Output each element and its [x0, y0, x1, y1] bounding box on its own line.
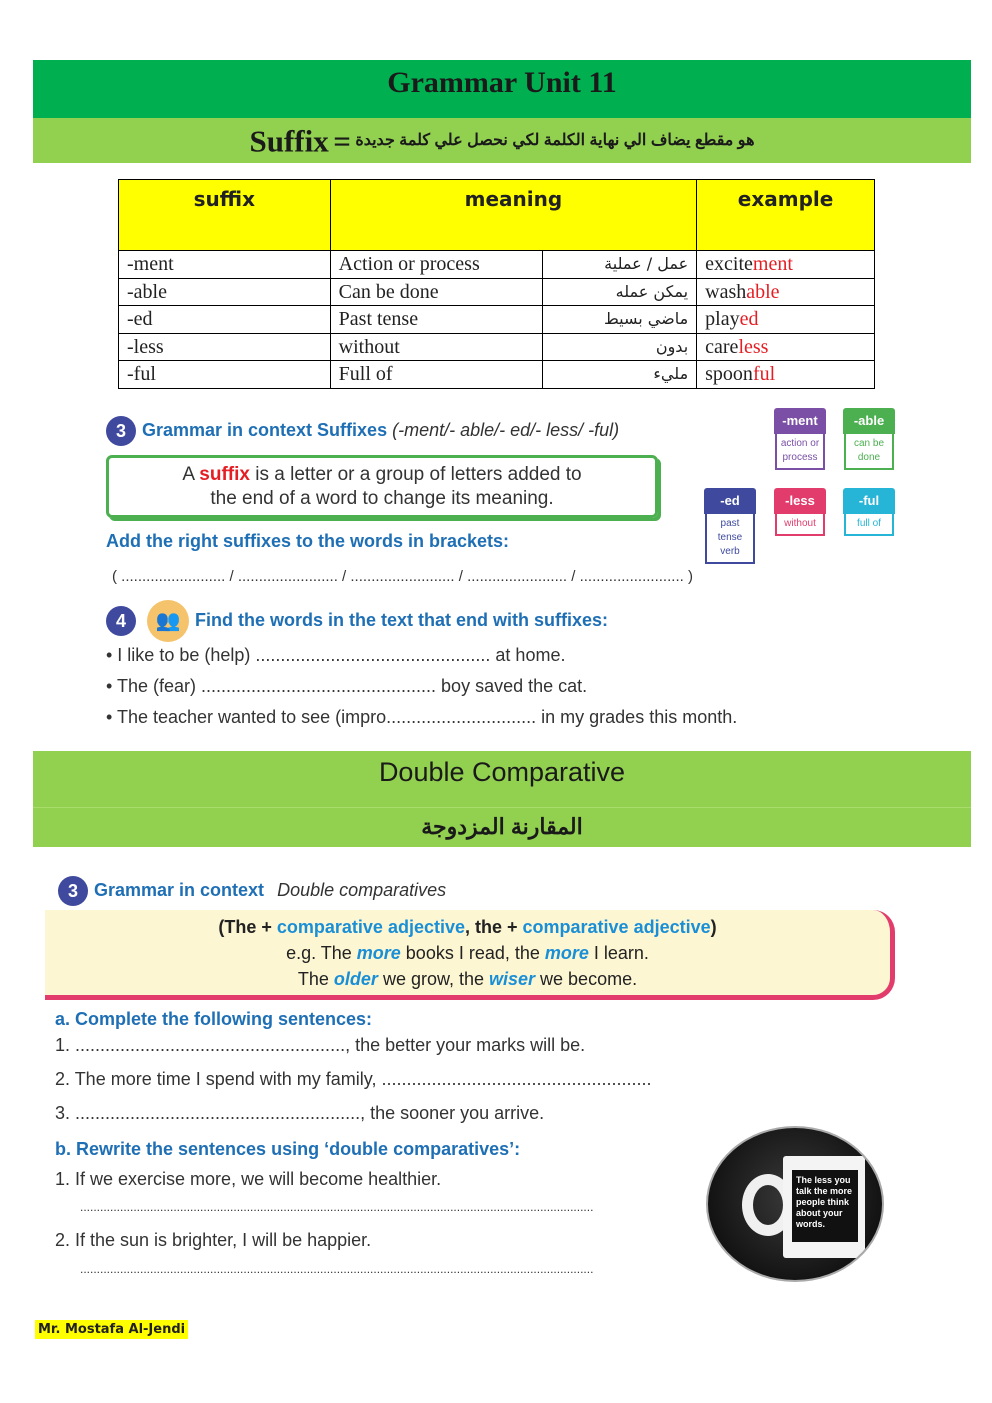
example-base: wash [705, 280, 747, 303]
header-meaning: meaning [330, 180, 696, 251]
cell-example [697, 306, 875, 334]
dc-a-line-1[interactable]: 1. ......................................................, the better your marks will be. [55, 1035, 586, 1055]
dc-a-line-3[interactable]: 3. ........................................................., the sooner you arrive. [55, 1103, 545, 1123]
example-base: excite [705, 253, 753, 276]
dc-example-2: The older we grow, the wiser we become. [297, 969, 638, 989]
table-row [119, 361, 875, 389]
dc-head: Grammar in context [94, 879, 265, 900]
dc-example-1: e.g. The more books I read, the more I learn. [286, 943, 649, 963]
brackets-blank[interactable]: ( ......................... / ........................ / ......................... / ........................ / ......................... ) [112, 568, 693, 585]
sec3-title: Grammar in context Suffixes [142, 419, 388, 440]
tag-able: -able [843, 408, 895, 434]
dc-b-answer-1[interactable]: .......................................................................................................................................................... [80, 1200, 594, 1214]
card-ed: past tense verb [705, 514, 755, 564]
cell-suffix: -less [119, 333, 331, 361]
dc-rule-box [45, 910, 895, 1000]
dc-title: Double Comparative [378, 757, 626, 787]
dc-number-icon: 3 [58, 876, 88, 906]
tag-ful: -ful [843, 488, 895, 514]
pair-work-icon: 👥 [147, 600, 189, 642]
suffix-def-arabic: هو مقطع يضاف الي نهاية الكلمة لكي نحصل علي كلمة جديدة [355, 132, 755, 149]
dc-head-italic: Double comparatives [277, 879, 447, 900]
sec4-line-3[interactable]: • The teacher wanted to see (impro.............................. in my grades this month. [106, 707, 738, 727]
tag-ment: -ment [774, 408, 826, 434]
card-ment: action or process [775, 434, 825, 470]
page-title: Grammar Unit 11 [387, 66, 617, 99]
example-suffix: ment [752, 253, 793, 276]
cell-suffix: -ful [119, 361, 331, 389]
card-able: can be done [844, 434, 894, 470]
dc-title-band [33, 751, 971, 807]
cell-meaning-en: Past tense [330, 306, 543, 334]
dc-b-title: b. Rewrite the sentences using ‘double comparatives’: [55, 1139, 521, 1159]
table-row [119, 278, 875, 306]
card-ful: full of [844, 514, 894, 536]
cell-example [697, 278, 875, 306]
sec3-number-icon: 3 [106, 416, 136, 446]
table-row [119, 306, 875, 334]
example-base: spoon [705, 363, 753, 386]
mug-quote: The less you talk the more people think about your words. [792, 1170, 858, 1242]
cell-meaning-ar: بدون [543, 333, 697, 361]
cell-meaning-en: Action or process [330, 251, 543, 279]
example-suffix: less [738, 335, 769, 358]
cell-suffix: -ed [119, 306, 331, 334]
title-band [33, 60, 971, 118]
cell-suffix: -able [119, 278, 331, 306]
dc-b-line-1: 1. If we exercise more, we will become healthier. [55, 1169, 442, 1189]
cell-example [697, 251, 875, 279]
sec4-heading [106, 600, 608, 642]
dc-arabic-band [33, 807, 971, 847]
sec3-instruction: Add the right suffixes to the words in brackets: [106, 531, 510, 551]
card-less: without [775, 514, 825, 536]
example-base: play [705, 308, 740, 331]
cell-meaning-en: without [330, 333, 543, 361]
author-footer: Mr. Mostafa Al-Jendi [35, 1320, 188, 1339]
tag-ed: -ed [704, 488, 756, 514]
cell-example [697, 333, 875, 361]
header-example: example [697, 180, 875, 251]
callout-keyword: suffix [199, 464, 250, 485]
cell-suffix: -ment [119, 251, 331, 279]
suffix-def-eq: = [333, 123, 351, 159]
cell-meaning-en: Can be done [330, 278, 543, 306]
example-base: care [705, 335, 739, 358]
sec4-number-icon: 4 [106, 606, 136, 636]
cell-meaning-ar: ماضي بسيط [543, 306, 697, 334]
sec4-line-1[interactable]: • I like to be (help) ............................................... at home. [106, 645, 566, 665]
cell-meaning-ar: عمل / عملية [543, 251, 697, 279]
header-suffix: suffix [119, 180, 331, 251]
example-suffix: able [746, 280, 780, 303]
callout-text-d: the end of a word to change its meaning. [210, 488, 554, 509]
dc-heading [58, 876, 446, 906]
table-row [119, 251, 875, 279]
callout-text-a: A [182, 464, 200, 485]
sec4-title: Find the words in the text that end with suffixes: [195, 609, 609, 630]
suffix-callout [106, 455, 658, 518]
suffix-definition [33, 118, 971, 163]
dc-b-line-2: 2. If the sun is brighter, I will be happier. [55, 1230, 372, 1250]
dc-a-line-2[interactable]: 2. The more time I spend with my family, ...................................................... [55, 1069, 652, 1089]
mug-image [706, 1126, 884, 1282]
suffix-def-word: Suffix [249, 123, 329, 159]
example-suffix: ed [739, 308, 759, 331]
suffix-definition-band [33, 118, 971, 163]
dc-a-title: a. Complete the following sentences: [55, 1009, 373, 1029]
dc-arabic-title: المقارنة المزدوجة [421, 814, 583, 839]
dc-b-answer-2[interactable]: .......................................................................................................................................................... [80, 1262, 594, 1276]
table-header-row [119, 180, 875, 251]
example-suffix: ful [752, 363, 776, 386]
table-row [119, 333, 875, 361]
sec4-line-2[interactable]: • The (fear) ............................................... boy saved the cat. [106, 676, 588, 696]
cell-meaning-en: Full of [330, 361, 543, 389]
sec3-heading [106, 416, 619, 446]
dc-rule: (The + comparative adjective, the + comparative adjective) [218, 917, 717, 937]
cell-example [697, 361, 875, 389]
callout-text-c: is a letter or a group of letters added to [249, 464, 582, 485]
cell-meaning-ar: مليء [543, 361, 697, 389]
cell-meaning-ar: يمكن عمله [543, 278, 697, 306]
suffix-table [118, 179, 875, 389]
sec3-subtitle: (-ment/- able/- ed/- less/ -ful) [392, 419, 620, 440]
tag-less: -less [774, 488, 826, 514]
